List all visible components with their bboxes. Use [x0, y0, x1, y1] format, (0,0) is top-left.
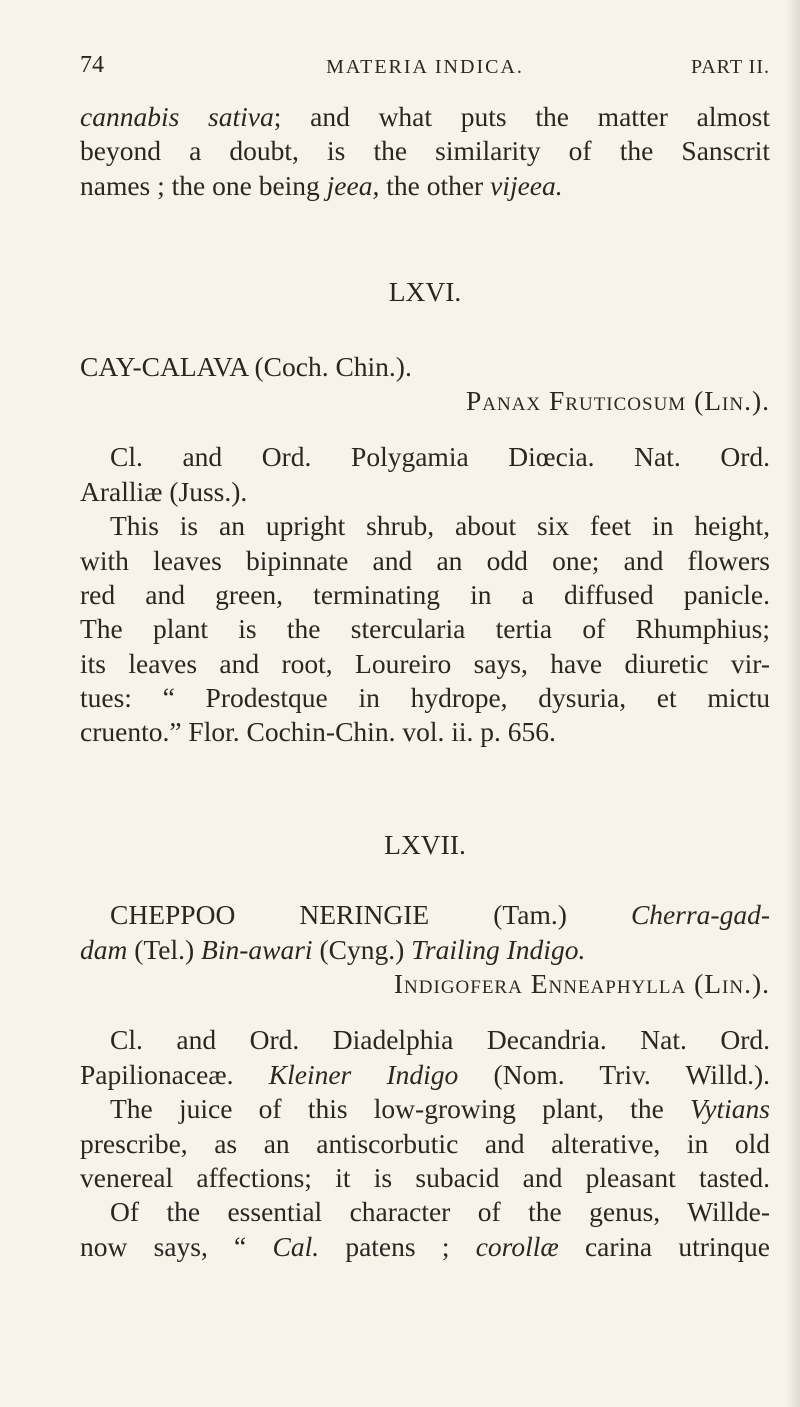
running-header [80, 52, 770, 86]
text-line: tues: “ Prodestque in hydrope, dysuria, et mictu [80, 682, 770, 714]
running-title: MATERIA INDICA. [326, 56, 524, 78]
part-label: PART II. [690, 56, 770, 78]
text-line: cannabis sativa; and what puts the matter almost [80, 101, 770, 132]
text-line: This is an upright shrub, about six feet in height, [110, 510, 770, 542]
section-heading-cont: dam (Tel.) Bin-awari (Cyng.) Trailing Indigo. [80, 933, 586, 965]
botanical-name: Indigofera Enneaphylla (Lin.). [393, 968, 770, 1000]
text-line: its leaves and root, Loureiro says, have diuretic vir- [80, 647, 770, 679]
text-line: cruento.” Flor. Cochin-Chin. vol. ii. p. 656. [80, 716, 556, 748]
section-number: LXVI. [388, 276, 462, 308]
text-line: The plant is the stercularia tertia of Rhumphius; [80, 613, 770, 645]
text-line: prescribe, as an antiscorbutic and alterative, in old [80, 1127, 770, 1159]
section-number: LXVII. [384, 828, 466, 860]
text-line: red and green, terminating in a diffused panicle. [80, 578, 770, 610]
page-body [80, 100, 770, 1264]
section-heading: CAY-CALAVA (Coch. Chin.). [80, 350, 412, 382]
text-line: The juice of this low-growing plant, the Vytians [110, 1093, 770, 1125]
text-line: venereal affections; it is subacid and pleasant tasted. [80, 1161, 770, 1193]
text-line: Cl. and Ord. Diadelphia Decandria. Nat. Ord. [110, 1024, 770, 1056]
text-line: Papilionaceæ. Kleiner Indigo (Nom. Triv. Willd.). [80, 1058, 770, 1090]
text-line: Of the essential character of the genus, Willde- [110, 1196, 770, 1228]
section-heading: CHEPPOO NERINGIE (Tam.) Cherra-gad- [110, 899, 770, 931]
text-line: names ; the one being jeea, the other vijeea. [80, 169, 563, 201]
text-line: Cl. and Ord. Polygamia Diœcia. Nat. Ord. [110, 441, 770, 473]
text-line: beyond a doubt, is the similarity of the Sanscrit [80, 135, 770, 167]
text-line: Aralliæ (Juss.). [80, 475, 248, 507]
botanical-name: Panax Fruticosum (Lin.). [465, 384, 770, 416]
page-number: 74 [80, 52, 104, 78]
text-line: with leaves bipinnate and an odd one; and flowers [80, 544, 770, 576]
text-line: now says, “ Cal. patens ; corollæ carina utrinque [80, 1230, 770, 1262]
page-edge-shadow [786, 0, 800, 1407]
